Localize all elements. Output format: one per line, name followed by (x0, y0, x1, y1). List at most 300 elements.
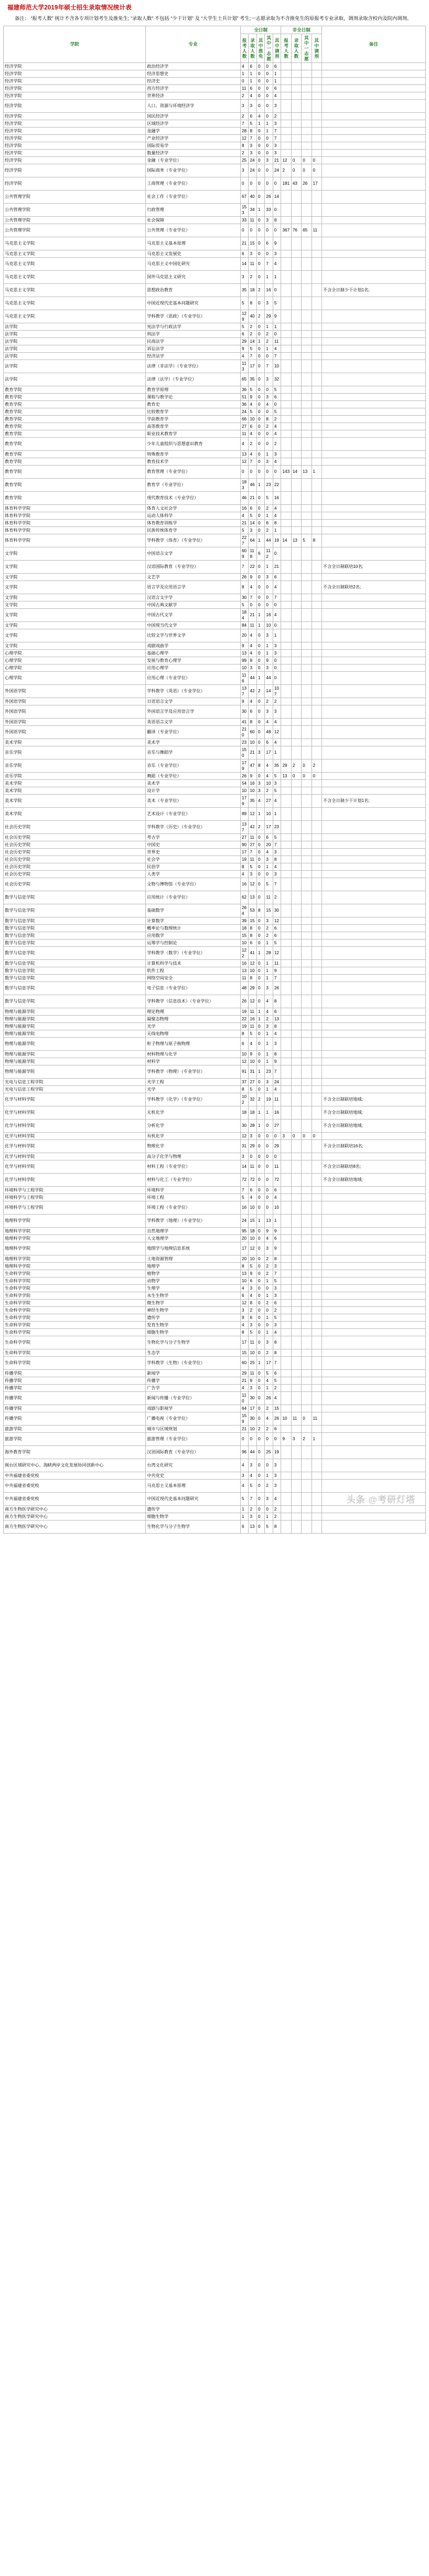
cell-ft-apply: 21 (241, 519, 249, 526)
table-row (4, 1008, 426, 1015)
cell-pt-first (302, 393, 312, 400)
cell-ft-first: 3 (265, 705, 273, 718)
cell-ft-apply: 17 (241, 1242, 249, 1255)
cell-pt-first (302, 310, 312, 323)
cell-college: 美术学院 (4, 794, 146, 807)
cell-pt-admit (291, 671, 301, 684)
cell-major: 翻译（专业学位） (146, 725, 241, 738)
cell-ft-admit: 3 (249, 99, 256, 112)
cell-pt-first (302, 738, 312, 746)
cell-ft-exempt: 0 (256, 1314, 264, 1321)
cell-ft-admit: 10 (249, 738, 256, 746)
table-row (4, 1321, 426, 1328)
cell-major: 光学 (146, 1022, 241, 1030)
cell-college: 中共福建省委党校 (4, 1492, 146, 1505)
cell-ft-exempt: 0 (256, 1479, 264, 1492)
cell-ft-first: 15 (265, 904, 273, 917)
cell-ft-adjust: 13 (273, 1015, 281, 1022)
cell-pt-first (302, 917, 312, 924)
cell-pt-first (302, 1472, 312, 1479)
cell-pt-admit (291, 608, 301, 621)
cell-ft-admit: 11 (249, 1369, 256, 1377)
cell-pt-admit (291, 1284, 301, 1292)
cell-pt-admit (291, 1479, 301, 1492)
cell-pt-admit (291, 1377, 301, 1384)
cell-pt-apply (281, 1214, 291, 1227)
cell-pt-admit (291, 190, 301, 203)
cell-ft-adjust: 5 (273, 1314, 281, 1321)
cell-ft-apply: 16 (241, 1201, 249, 1214)
cell-ft-first: 3 (265, 216, 273, 224)
table-row (4, 1306, 426, 1314)
cell-major: 广告学 (146, 1384, 241, 1391)
cell-college: 经济学院 (4, 127, 146, 134)
cell-college: 光电与信息工程学院 (4, 1078, 146, 1085)
cell-pt-first (302, 216, 312, 224)
cell-ft-apply: 13 (241, 450, 249, 458)
cell-pt-apply (281, 779, 291, 787)
cell-pt-adjust (312, 415, 321, 423)
cell-pt-first (302, 547, 312, 560)
cell-ft-adjust: 2 (273, 698, 281, 705)
cell-ft-apply: 26 (241, 995, 249, 1008)
cell-major: 戏剧与影视学 (146, 1405, 241, 1412)
cell-ft-exempt: 0 (256, 1328, 264, 1336)
cell-ft-exempt: 0 (256, 1234, 264, 1242)
cell-pt-first (302, 1201, 312, 1214)
cell-pt-apply (281, 393, 291, 400)
cell-ft-exempt: 0 (256, 164, 264, 177)
cell-pt-apply (281, 924, 291, 932)
cell-ft-admit: 6 (249, 939, 256, 946)
cell-pt-adjust (312, 820, 321, 833)
cell-ft-exempt: 0 (256, 393, 264, 400)
cell-pt-first (302, 270, 312, 283)
cell-pt-first (302, 959, 312, 967)
cell-ft-first: 1 (265, 1314, 273, 1321)
cell-major: 语言学及应用语言学 (146, 580, 241, 594)
cell-major: 中国史 (146, 841, 241, 848)
cell-ft-admit: 12 (249, 807, 256, 820)
cell-ft-apply: 137 (241, 820, 249, 833)
cell-ft-first: 4 (265, 772, 273, 779)
cell-remark (321, 437, 425, 450)
cell-major: 学科教学（体育）（专业学位） (146, 534, 241, 547)
cell-college: 传播学院 (4, 1377, 146, 1384)
cell-pt-apply (281, 967, 291, 974)
cell-college: 地理科学学院 (4, 1227, 146, 1234)
cell-ft-admit: 0 (249, 1153, 256, 1160)
cell-ft-adjust: 12 (273, 946, 281, 959)
table-row (4, 580, 426, 594)
cell-pt-first (302, 257, 312, 270)
cell-ft-first: 2 (265, 1479, 273, 1492)
cell-remark (321, 1234, 425, 1242)
cell-pt-first (302, 1234, 312, 1242)
cell-major: 法律（非法学）（专业学位） (146, 360, 241, 373)
cell-college: 经济学院 (4, 164, 146, 177)
cell-pt-admit (291, 1050, 301, 1058)
cell-ft-adjust: 8 (273, 1022, 281, 1030)
cell-ft-exempt: 0 (256, 77, 264, 85)
cell-ft-first: 0 (265, 430, 273, 437)
cell-ft-exempt: 0 (256, 250, 264, 257)
cell-ft-admit: 11 (249, 216, 256, 224)
cell-college: 文学院 (4, 573, 146, 580)
cell-ft-admit: 35 (249, 373, 256, 386)
cell-pt-first (302, 1459, 312, 1472)
header-fulltime-exempt: 其中 推免 (256, 34, 264, 62)
cell-pt-admit (291, 70, 301, 77)
cell-ft-exempt: 0 (256, 967, 264, 974)
cell-major: 音乐（专业学位） (146, 759, 241, 772)
cell-ft-apply: 184 (241, 608, 249, 621)
cell-ft-admit: 10 (249, 1058, 256, 1065)
table-row (4, 863, 426, 870)
cell-pt-first (302, 1314, 312, 1321)
cell-college: 传播学院 (4, 1405, 146, 1412)
cell-major: 考古学 (146, 833, 241, 841)
cell-ft-apply: 23 (241, 738, 249, 746)
cell-pt-admit (291, 1234, 301, 1242)
table-row (4, 1015, 426, 1022)
cell-ft-admit: 10 (249, 787, 256, 794)
cell-ft-admit: 22 (249, 560, 256, 573)
cell-major: 物理化学 (146, 1139, 241, 1153)
table-row (4, 85, 426, 92)
cell-pt-apply (281, 1377, 291, 1384)
cell-pt-apply (281, 437, 291, 450)
cell-ft-first: 0 (265, 386, 273, 393)
cell-ft-first: 48 (265, 725, 273, 738)
cell-ft-adjust: 3 (273, 649, 281, 657)
cell-remark (321, 547, 425, 560)
cell-pt-adjust (312, 1093, 321, 1106)
cell-college: 美术学院 (4, 807, 146, 820)
cell-pt-apply (281, 257, 291, 270)
cell-ft-first: 23 (265, 478, 273, 491)
cell-ft-adjust: 6 (273, 573, 281, 580)
cell-ft-adjust: 6 (273, 85, 281, 92)
cell-pt-first (302, 190, 312, 203)
cell-pt-adjust (312, 437, 321, 450)
cell-pt-admit (291, 698, 301, 705)
cell-ft-adjust: 3 (273, 149, 281, 156)
cell-pt-first (302, 345, 312, 352)
cell-remark (321, 310, 425, 323)
cell-pt-first (302, 974, 312, 981)
cell-ft-exempt: 0 (256, 718, 264, 725)
table-row (4, 1214, 426, 1227)
cell-ft-exempt: 0 (256, 1391, 264, 1405)
table-row (4, 512, 426, 519)
cell-ft-exempt: 0 (256, 62, 264, 70)
cell-pt-apply (281, 1459, 291, 1472)
cell-ft-adjust: 4 (273, 92, 281, 99)
cell-remark (321, 649, 425, 657)
cell-pt-admit (291, 807, 301, 820)
cell-pt-adjust (312, 1284, 321, 1292)
cell-college: 马克思主义学院 (4, 237, 146, 250)
cell-major: 文艺学 (146, 573, 241, 580)
cell-major: 分析化学 (146, 1119, 241, 1132)
cell-major: 环境工程（专业学位） (146, 1201, 241, 1214)
cell-ft-apply: 12 (241, 458, 249, 465)
table-row (4, 946, 426, 959)
cell-major: 中国近现代史基本问题研究 (146, 1492, 241, 1505)
cell-major: 水生生物学 (146, 1292, 241, 1299)
cell-remark (321, 85, 425, 92)
cell-remark (321, 164, 425, 177)
cell-ft-apply: 153 (241, 203, 249, 216)
cell-ft-first: 25 (265, 1445, 273, 1459)
cell-pt-first (302, 352, 312, 360)
cell-ft-admit: 7 (249, 594, 256, 601)
cell-ft-adjust: 0 (273, 1132, 281, 1139)
cell-remark (321, 738, 425, 746)
cell-remark (321, 237, 425, 250)
cell-pt-apply (281, 512, 291, 519)
cell-pt-first (302, 1405, 312, 1412)
cell-ft-admit: 24 (249, 164, 256, 177)
table-row (4, 92, 426, 99)
cell-ft-first: 1 (265, 1513, 273, 1520)
cell-pt-admit (291, 92, 301, 99)
cell-ft-admit: 4 (249, 1194, 256, 1201)
cell-pt-adjust: 11 (312, 224, 321, 237)
table-row (4, 1050, 426, 1058)
table-row (4, 408, 426, 415)
cell-pt-first (302, 1008, 312, 1015)
table-row (4, 1186, 426, 1194)
cell-ft-first: 0 (265, 1194, 273, 1201)
table-row (4, 904, 426, 917)
cell-ft-exempt: 0 (256, 924, 264, 932)
cell-pt-first (302, 1505, 312, 1513)
cell-ft-apply: 4 (241, 1384, 249, 1391)
cell-ft-apply: 227 (241, 534, 249, 547)
cell-ft-admit: 13 (249, 1520, 256, 1533)
cell-ft-first: 0 (265, 1173, 273, 1186)
cell-pt-apply (281, 1050, 291, 1058)
cell-remark (321, 1306, 425, 1314)
table-row (4, 203, 426, 216)
cell-major: 有机化学 (146, 1132, 241, 1139)
cell-ft-apply: 9 (241, 345, 249, 352)
cell-college: 光电与信息工程学院 (4, 1085, 146, 1093)
cell-ft-exempt: 1 (256, 478, 264, 491)
cell-remark (321, 1492, 425, 1505)
cell-pt-adjust (312, 580, 321, 594)
cell-remark (321, 177, 425, 190)
cell-ft-first: 3 (265, 981, 273, 995)
cell-major: 经济法学 (146, 352, 241, 360)
cell-pt-apply (281, 746, 291, 759)
cell-ft-first: 11 (265, 891, 273, 904)
cell-pt-admit: 0 (291, 1132, 301, 1139)
cell-pt-first (302, 833, 312, 841)
cell-ft-first: 19 (265, 1093, 273, 1106)
cell-remark (321, 924, 425, 932)
cell-ft-apply: 102 (241, 1093, 249, 1106)
cell-remark (321, 608, 425, 621)
cell-remark (321, 1030, 425, 1037)
table-row (4, 657, 426, 664)
cell-college: 外国语学院 (4, 705, 146, 718)
cell-college: 中共福建省委党校 (4, 1472, 146, 1479)
cell-ft-admit: 4 (249, 1292, 256, 1299)
cell-ft-admit: 27 (249, 1078, 256, 1085)
cell-ft-admit: 72 (249, 1173, 256, 1186)
cell-ft-exempt: 0 (256, 1132, 264, 1139)
cell-college: 化学与材料学院 (4, 1106, 146, 1119)
cell-pt-first (302, 657, 312, 664)
cell-pt-adjust (312, 794, 321, 807)
cell-ft-first: 1 (265, 1030, 273, 1037)
table-row (4, 684, 426, 698)
cell-remark (321, 891, 425, 904)
cell-ft-first: 1 (265, 1328, 273, 1336)
cell-ft-admit: 18 (249, 1106, 256, 1119)
cell-ft-admit: 24 (249, 156, 256, 164)
cell-pt-first (302, 1139, 312, 1153)
table-row (4, 820, 426, 833)
cell-ft-exempt: 0 (256, 415, 264, 423)
cell-ft-admit: 4 (249, 698, 256, 705)
cell-ft-exempt: 0 (256, 1377, 264, 1384)
table-row (4, 257, 426, 270)
cell-major: 高等教育学 (146, 423, 241, 430)
table-row (4, 1445, 426, 1459)
cell-ft-admit: 5 (249, 386, 256, 393)
cell-remark (321, 1270, 425, 1277)
cell-pt-first (302, 1106, 312, 1119)
cell-pt-admit (291, 657, 301, 664)
cell-pt-admit (291, 1227, 301, 1234)
cell-ft-apply: 91 (241, 1065, 249, 1078)
cell-pt-apply (281, 323, 291, 330)
cell-major: 细胞生物学 (146, 1513, 241, 1520)
cell-ft-apply: 21 (241, 237, 249, 250)
cell-pt-first (302, 1093, 312, 1106)
cell-ft-admit: 21 (249, 746, 256, 759)
cell-ft-first: 0 (265, 250, 273, 257)
cell-pt-first (302, 573, 312, 580)
table-row (4, 1173, 426, 1186)
cell-ft-first: 0 (265, 134, 273, 142)
cell-pt-adjust (312, 904, 321, 917)
cell-ft-admit: 11 (249, 1008, 256, 1015)
cell-pt-admit (291, 1186, 301, 1194)
cell-remark (321, 1065, 425, 1078)
cell-pt-first (302, 725, 312, 738)
cell-pt-admit (291, 504, 301, 512)
cell-pt-admit (291, 856, 301, 863)
cell-ft-admit: 3 (249, 250, 256, 257)
header-major: 专业 (146, 26, 241, 62)
cell-ft-first: 0 (265, 99, 273, 112)
cell-remark (321, 512, 425, 519)
cell-ft-admit: 5 (249, 120, 256, 127)
cell-college: 文学院 (4, 547, 146, 560)
table-row (4, 1299, 426, 1306)
cell-pt-admit (291, 959, 301, 967)
cell-pt-admit (291, 120, 301, 127)
cell-ft-exempt: 0 (256, 297, 264, 310)
cell-ft-adjust: 4 (273, 430, 281, 437)
cell-pt-admit (291, 1255, 301, 1262)
cell-major: 凝聚态物理 (146, 1015, 241, 1022)
cell-ft-first: 0 (265, 1306, 273, 1314)
cell-ft-apply: 8 (241, 863, 249, 870)
table-row (4, 664, 426, 671)
cell-pt-admit (291, 85, 301, 92)
cell-college: 教育学院 (4, 423, 146, 430)
cell-pt-admit (291, 393, 301, 400)
cell-pt-first (302, 1349, 312, 1356)
cell-ft-admit: 12 (249, 878, 256, 891)
cell-ft-apply: 12 (241, 1058, 249, 1065)
cell-ft-apply: 15 (241, 1349, 249, 1356)
cell-major: 经济思想史 (146, 70, 241, 77)
cell-ft-admit: 1 (249, 70, 256, 77)
cell-ft-first: 1 (265, 560, 273, 573)
cell-pt-admit (291, 112, 301, 120)
cell-pt-first (302, 1030, 312, 1037)
cell-ft-admit: 10 (249, 415, 256, 423)
cell-ft-first: 0 (265, 142, 273, 149)
cell-ft-first: 3 (265, 1078, 273, 1085)
cell-ft-admit: 9 (249, 1050, 256, 1058)
cell-pt-apply (281, 1513, 291, 1520)
cell-ft-apply: 10 (241, 1050, 249, 1058)
cell-ft-adjust: 5 (273, 1377, 281, 1384)
cell-pt-admit (291, 1139, 301, 1153)
cell-ft-first: 20 (265, 841, 273, 848)
cell-pt-apply (281, 725, 291, 738)
cell-ft-first: 3 (265, 573, 273, 580)
cell-ft-admit: 4 (249, 450, 256, 458)
cell-major: 体育人文社会学 (146, 504, 241, 512)
cell-ft-admit: 5 (249, 1328, 256, 1336)
cell-pt-admit (291, 725, 301, 738)
cell-pt-apply (281, 1479, 291, 1492)
cell-ft-admit: 7 (249, 352, 256, 360)
cell-ft-first: 7 (265, 360, 273, 373)
cell-pt-apply (281, 878, 291, 891)
cell-pt-adjust (312, 430, 321, 437)
cell-major: 民俗学 (146, 863, 241, 870)
cell-pt-admit (291, 642, 301, 649)
cell-pt-first (302, 423, 312, 430)
cell-major: 国际商务（专业学位） (146, 164, 241, 177)
cell-pt-adjust (312, 671, 321, 684)
cell-college: 音乐学院 (4, 759, 146, 772)
cell-college: 化学与材料学院 (4, 1132, 146, 1139)
cell-ft-apply: 30 (241, 594, 249, 601)
cell-ft-exempt: 0 (256, 177, 264, 190)
cell-college: 环境科学与工程学院 (4, 1201, 146, 1214)
cell-pt-first (302, 478, 312, 491)
cell-ft-admit: 18 (249, 1227, 256, 1234)
table-row (4, 1119, 426, 1132)
cell-pt-first (302, 995, 312, 1008)
cell-ft-exempt: 0 (256, 833, 264, 841)
cell-pt-adjust (312, 1186, 321, 1194)
cell-pt-admit (291, 1384, 301, 1391)
cell-pt-adjust (312, 360, 321, 373)
cell-ft-first: 0 (265, 62, 273, 70)
